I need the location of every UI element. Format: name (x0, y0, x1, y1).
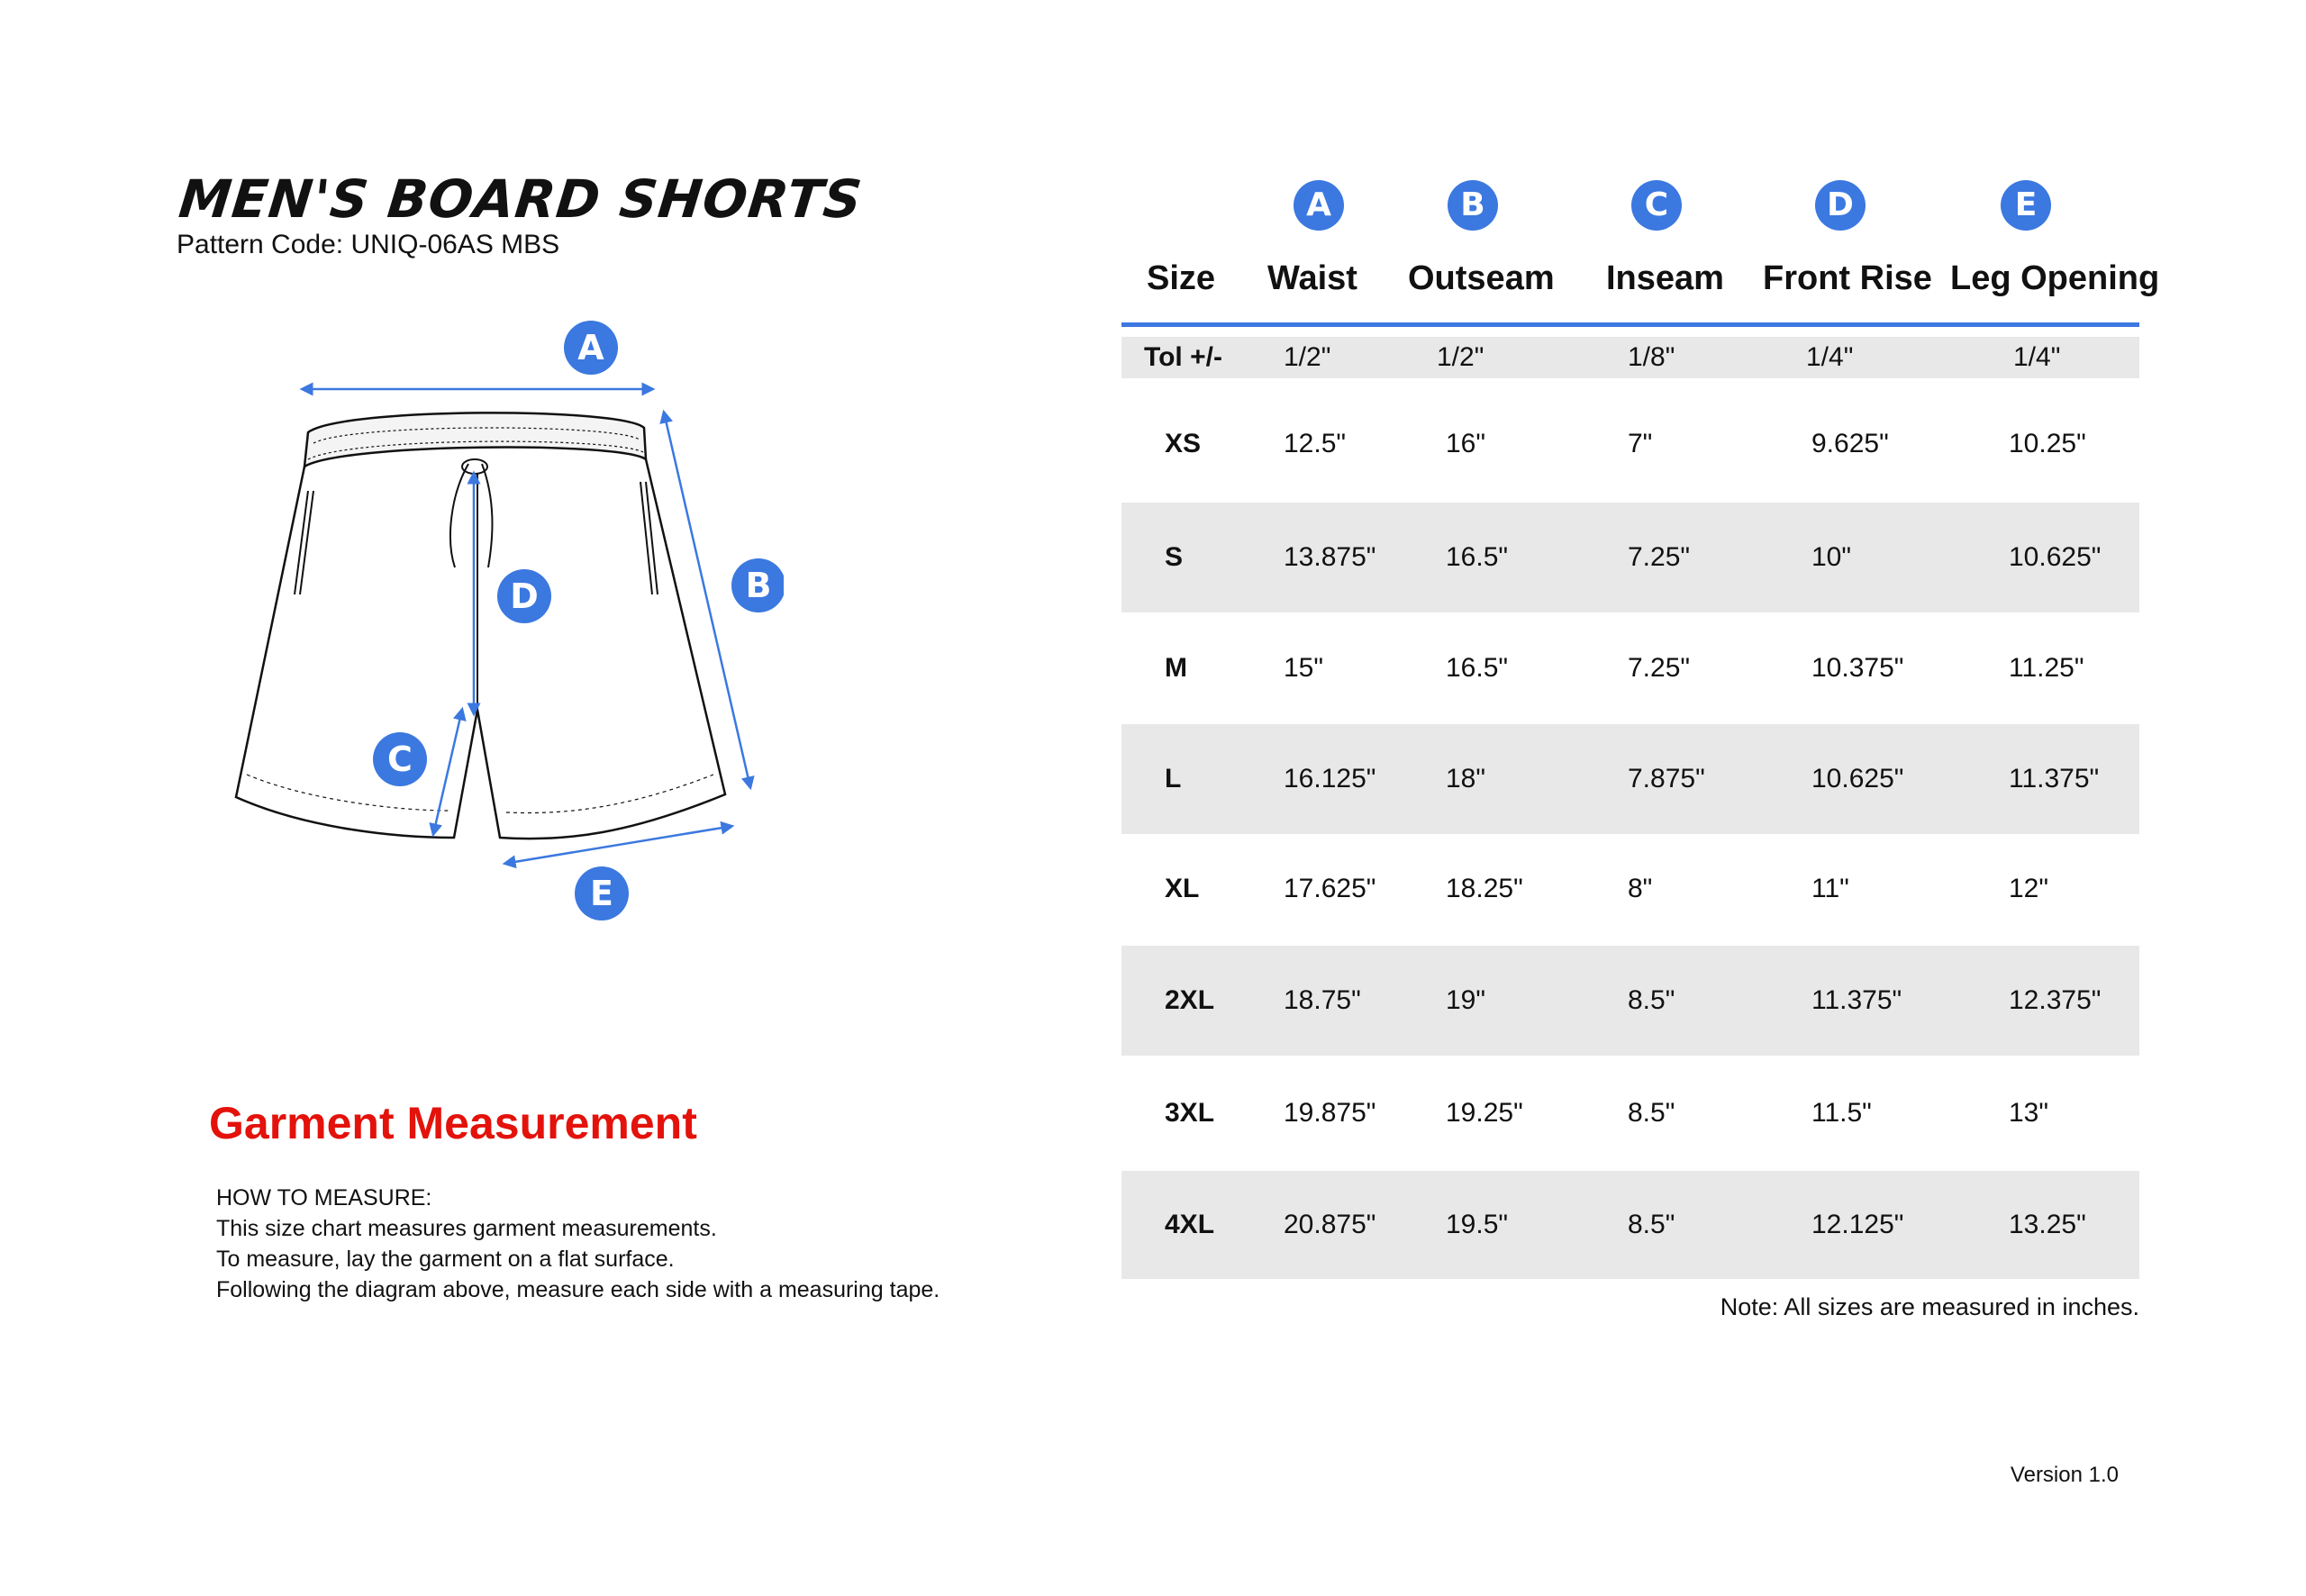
header-inseam: Inseam (1606, 259, 1724, 297)
table-row (1121, 1057, 2139, 1169)
svg-text:D: D (510, 576, 539, 616)
table-row (1121, 834, 2139, 944)
front-rise-cell: 11.375" (1811, 985, 1902, 1015)
inseam-cell: 8.5" (1628, 1210, 1675, 1239)
column-badge-a: A (1294, 180, 1344, 231)
waist-cell: 20.875" (1284, 1210, 1376, 1239)
column-badge-c: C (1631, 180, 1682, 231)
size-cell: XS (1165, 429, 1202, 458)
table-row (1121, 724, 2139, 834)
inseam-cell: 7.25" (1628, 542, 1691, 572)
svg-text:C: C (387, 739, 413, 779)
waist-cell: 15" (1284, 653, 1324, 683)
front-rise-cell: 12.125" (1811, 1210, 1904, 1239)
garment-measurement-heading: Garment Measurement (209, 1098, 697, 1148)
outseam-cell: 19.25" (1446, 1098, 1523, 1128)
diagram-badge-c (373, 732, 427, 786)
front-rise-cell: 9.625" (1811, 429, 1889, 458)
inseam-cell: 7.875" (1628, 764, 1705, 793)
diagram-badge-b (731, 558, 784, 612)
tolerance-row (1121, 337, 2139, 378)
tolerance-cell: 1/4" (1806, 342, 1854, 372)
waist-cell: 12.5" (1284, 429, 1347, 458)
front-rise-cell: 11.5" (1811, 1098, 1872, 1128)
units-note: Note: All sizes are measured in inches. (1720, 1293, 2139, 1320)
leg-opening-cell: 10.625" (2009, 542, 2102, 572)
header-front-rise: Front Rise (1763, 259, 1932, 297)
tolerance-cell: 1/4" (2013, 342, 2061, 372)
tolerance-cell: 1/2" (1437, 342, 1484, 372)
size-cell: XL (1165, 874, 1200, 903)
measurement-arrows (306, 389, 749, 863)
how-to-line: This size chart measures garment measurements. (216, 1216, 717, 1241)
table-row (1121, 1171, 2139, 1279)
how-to-measure-block (216, 1183, 1027, 1305)
table-row (1121, 614, 2139, 722)
diagram-badge-d (497, 569, 551, 623)
front-rise-cell: 11" (1811, 874, 1849, 903)
size-cell: 2XL (1165, 985, 1215, 1015)
size-cell: 4XL (1165, 1210, 1215, 1239)
size-cell: L (1165, 764, 1182, 793)
header-leg-opening: Leg Opening (1950, 259, 2160, 297)
leg-opening-cell: 13" (2009, 1098, 2049, 1128)
outseam-cell: 19" (1446, 985, 1486, 1015)
document-title: MEN'S BOARD SHORTS (176, 168, 866, 230)
leg-opening-cell: 13.25" (2009, 1210, 2086, 1239)
waist-cell: 18.75" (1284, 985, 1361, 1015)
table-row (1121, 391, 2139, 497)
waist-cell: 19.875" (1284, 1098, 1376, 1128)
outseam-cell: 16" (1446, 429, 1486, 458)
version-label: Version 1.0 (2010, 1463, 2119, 1487)
front-rise-cell: 10.375" (1811, 653, 1904, 683)
header-size: Size (1147, 259, 1216, 297)
size-cell: 3XL (1165, 1098, 1215, 1128)
inseam-cell: 8.5" (1628, 1098, 1675, 1128)
column-badge-e: E (2001, 180, 2051, 231)
diagram-badge-e (575, 866, 629, 920)
pattern-code: Pattern Code: UNIQ-06AS MBS (177, 230, 560, 259)
column-badge-b: B (1448, 180, 1498, 231)
outseam-cell: 18.25" (1446, 874, 1523, 903)
column-badge-d: D (1815, 180, 1866, 231)
svg-text:A: A (577, 328, 604, 367)
svg-text:B: B (745, 566, 772, 605)
svg-text:E: E (590, 874, 613, 913)
outseam-cell: 19.5" (1446, 1210, 1509, 1239)
front-rise-cell: 10.625" (1811, 764, 1904, 793)
diagram-badge-a (564, 321, 618, 375)
size-chart-table (1121, 180, 2160, 1288)
leg-opening-cell: 12" (2009, 874, 2049, 903)
front-rise-cell: 10" (1811, 542, 1852, 572)
outseam-cell: 18" (1446, 764, 1486, 793)
waist-cell: 17.625" (1284, 874, 1376, 903)
how-to-line: To measure, lay the garment on a flat surface. (216, 1247, 675, 1272)
waist-cell: 16.125" (1284, 764, 1376, 793)
inseam-cell: 7.25" (1628, 653, 1691, 683)
size-cell: S (1165, 542, 1184, 572)
outseam-cell: 16.5" (1446, 542, 1509, 572)
table-row (1121, 946, 2139, 1056)
tolerance-label: Tol +/- (1144, 342, 1222, 372)
inseam-cell: 7" (1628, 429, 1653, 458)
how-to-line: HOW TO MEASURE: (216, 1185, 432, 1211)
outseam-cell: 16.5" (1446, 653, 1509, 683)
waist-cell: 13.875" (1284, 542, 1376, 572)
tolerance-cell: 1/2" (1284, 342, 1331, 372)
how-to-line: Following the diagram above, measure each side with a measuring tape. (216, 1277, 940, 1302)
shorts-outline (236, 413, 725, 839)
leg-opening-cell: 11.375" (2009, 764, 2100, 793)
leg-opening-cell: 11.25" (2009, 653, 2084, 683)
header-waist: Waist (1267, 259, 1357, 297)
size-cell: M (1165, 653, 1187, 683)
header-divider (1121, 322, 2139, 327)
shorts-diagram (207, 306, 784, 955)
leg-opening-cell: 12.375" (2009, 985, 2102, 1015)
inseam-cell: 8.5" (1628, 985, 1675, 1015)
header-outseam: Outseam (1408, 259, 1555, 297)
table-row (1121, 503, 2139, 612)
leg-opening-cell: 10.25" (2009, 429, 2086, 458)
inseam-cell: 8" (1628, 874, 1653, 903)
tolerance-cell: 1/8" (1628, 342, 1675, 372)
